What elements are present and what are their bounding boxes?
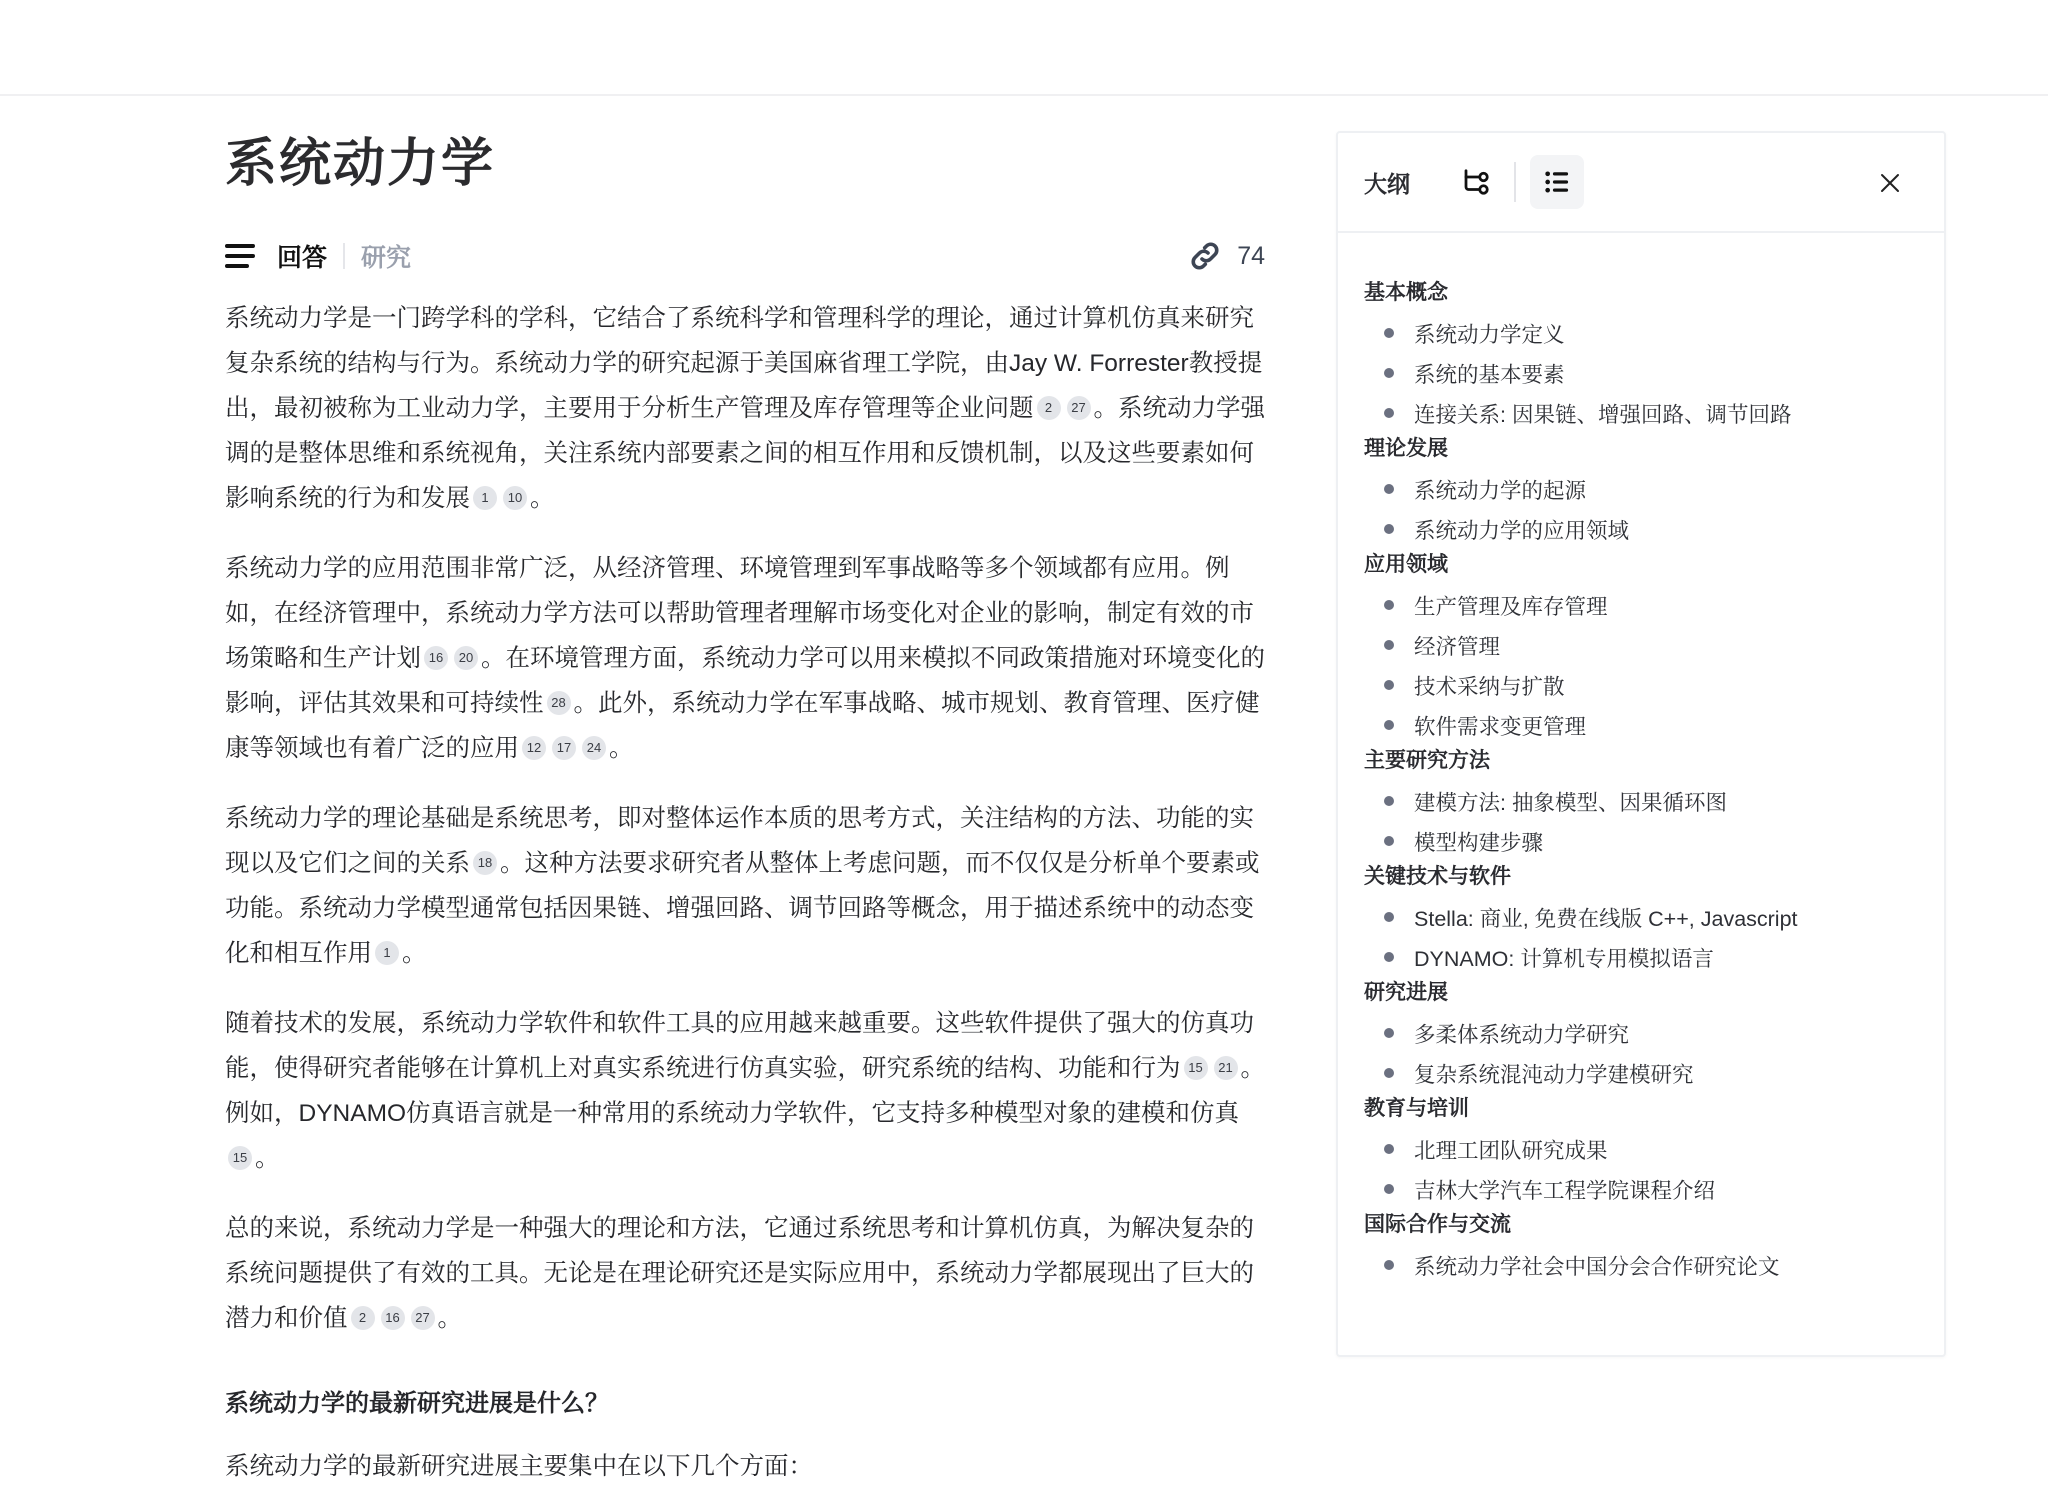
- paragraph-text: 。在环境管理方面，系统动力学可以用来模拟不同政策措施对环境变化的影响，评估其效果和可持续性: [225, 645, 1265, 717]
- main-content: [225, 96, 1265, 1489]
- citation-badge[interactable]: 1: [375, 941, 399, 965]
- citation-badge[interactable]: 15: [228, 1146, 252, 1170]
- paragraph-text: 。: [609, 735, 634, 762]
- followup-question[interactable]: 系统动力学的最新研究进展是什么？: [225, 1390, 609, 1417]
- citation-badge[interactable]: 15: [1184, 1056, 1208, 1080]
- mindmap-icon: [1461, 167, 1491, 197]
- bullet-dot-icon: [1384, 328, 1394, 338]
- top-bar: [0, 0, 2048, 96]
- outline-item-label: 北理工团队研究成果: [1414, 1138, 1608, 1163]
- reference-count: 74: [1237, 241, 1265, 270]
- bullet-dot-icon: [1384, 600, 1394, 610]
- text-lines-icon: [225, 244, 255, 268]
- paragraph-text: 系统动力学的应用范围非常广泛，从经济管理、环境管理到军事战略等多个领域都有应用。例如，在经济管理中，系统动力学方法可以帮助管理者理解市场变化对企业的影响，制定有效的市场策略和生产计划: [225, 555, 1254, 672]
- outline-item-label: 模型构建步骤: [1414, 830, 1544, 855]
- outline-item-label: 建模方法: 抽象模型、因果循环图: [1414, 790, 1727, 815]
- answer-paragraph: [225, 1206, 1265, 1341]
- outline-item[interactable]: [1364, 625, 1918, 665]
- citation-badge[interactable]: 20: [454, 646, 478, 670]
- outline-item[interactable]: [1364, 937, 1918, 977]
- citation-badge[interactable]: 10: [503, 486, 527, 510]
- citation-badge[interactable]: 2: [351, 1306, 375, 1330]
- references-button[interactable]: [1187, 234, 1265, 278]
- bullet-dot-icon: [1384, 1068, 1394, 1078]
- page-title: 系统动力学: [225, 135, 496, 193]
- outline-item[interactable]: [1364, 313, 1918, 353]
- paragraph-text: 。: [437, 1305, 462, 1332]
- paragraph-text: 。例如，DYNAMO仿真语言就是一种常用的系统动力学软件，它支持多种模型对象的建模和仿真: [225, 1055, 1265, 1127]
- tab-answer[interactable]: 回答: [277, 244, 328, 272]
- outline-list: [1338, 233, 1944, 1285]
- outline-item[interactable]: [1364, 1169, 1918, 1209]
- answer-paragraph: [225, 296, 1265, 521]
- outline-item[interactable]: [1364, 1053, 1918, 1093]
- outline-item-label: 系统动力学的应用领域: [1414, 518, 1630, 543]
- bullet-dot-icon: [1384, 408, 1394, 418]
- answer-paragraph: [225, 1001, 1265, 1181]
- citation-badge[interactable]: 2: [1037, 396, 1061, 420]
- list-view-button[interactable]: [1530, 155, 1584, 209]
- outline-item-label: 吉林大学汽车工程学院课程介绍: [1414, 1178, 1716, 1203]
- paragraph-text: 。: [530, 485, 555, 512]
- outline-section-title[interactable]: 关键技术与软件: [1364, 865, 1511, 888]
- outline-item-label: 多柔体系统动力学研究: [1414, 1022, 1630, 1047]
- citation-badge[interactable]: 18: [473, 851, 497, 875]
- citation-badge[interactable]: 16: [424, 646, 448, 670]
- outline-item-label: 系统动力学的起源: [1414, 478, 1587, 503]
- bullet-dot-icon: [1384, 484, 1394, 494]
- bullet-dot-icon: [1384, 368, 1394, 378]
- answer-paragraph: [225, 546, 1265, 771]
- header-divider: [1514, 162, 1516, 202]
- citation-badge[interactable]: 1: [473, 486, 497, 510]
- paragraph-text: 总的来说，系统动力学是一种强大的理论和方法，它通过系统思考和计算机仿真，为解决复杂的系统问题提供了有效的工具。无论是在理论研究还是实际应用中，系统动力学都展现出了巨大的潜力和价值: [225, 1215, 1254, 1332]
- outline-item-label: 复杂系统混沌动力学建模研究: [1414, 1062, 1694, 1087]
- citation-badge[interactable]: 27: [411, 1306, 435, 1330]
- paragraph-text: 。: [402, 940, 427, 967]
- bullet-dot-icon: [1384, 680, 1394, 690]
- outline-item[interactable]: [1364, 781, 1918, 821]
- outline-item-label: 生产管理及库存管理: [1414, 594, 1608, 619]
- outline-item[interactable]: [1364, 585, 1918, 625]
- bullet-dot-icon: [1384, 1184, 1394, 1194]
- citation-badge[interactable]: 27: [1067, 396, 1091, 420]
- bullet-list-icon: [1543, 168, 1571, 196]
- bullet-dot-icon: [1384, 720, 1394, 730]
- outline-section-title[interactable]: 教育与培训: [1364, 1097, 1469, 1120]
- outline-item-label: 软件需求变更管理: [1414, 714, 1587, 739]
- paragraph-text: 。这种方法要求研究者从整体上考虑问题，而不仅仅是分析单个要素或功能。系统动力学模型通常包括因果链、增强回路、调节回路等概念，用于描述系统中的动态变化和相互作用: [225, 850, 1260, 967]
- bullet-dot-icon: [1384, 640, 1394, 650]
- outline-title: 大纲: [1364, 170, 1410, 197]
- citation-badge[interactable]: 24: [582, 736, 606, 760]
- outline-item[interactable]: [1364, 509, 1918, 549]
- outline-section-title[interactable]: 国际合作与交流: [1364, 1213, 1511, 1236]
- close-panel-button[interactable]: [1872, 165, 1908, 201]
- followup-answer: 系统动力学的最新研究进展主要集中在以下几个方面：: [225, 1453, 813, 1480]
- outline-item[interactable]: [1364, 705, 1918, 745]
- bullet-dot-icon: [1384, 524, 1394, 534]
- bullet-dot-icon: [1384, 1260, 1394, 1270]
- outline-item-label: 系统动力学社会中国分会合作研究论文: [1414, 1254, 1780, 1279]
- paragraph-text: 随着技术的发展，系统动力学软件和软件工具的应用越来越重要。这些软件提供了强大的仿真功能，使得研究者能够在计算机上对真实系统进行仿真实验，研究系统的结构、功能和行为: [225, 1010, 1254, 1082]
- tab-divider: [343, 243, 345, 269]
- outline-section-title[interactable]: 应用领域: [1364, 553, 1448, 576]
- citation-badge[interactable]: 16: [381, 1306, 405, 1330]
- outline-item[interactable]: [1364, 1245, 1918, 1285]
- bullet-dot-icon: [1384, 1028, 1394, 1038]
- outline-item-label: Stella: 商业, 免费在线版 C++, Javascript: [1414, 906, 1798, 931]
- close-icon: [1878, 171, 1902, 195]
- outline-item-label: 技术采纳与扩散: [1414, 674, 1565, 699]
- answer-header: [225, 234, 1265, 278]
- outline-item[interactable]: [1364, 469, 1918, 509]
- outline-item[interactable]: [1364, 353, 1918, 393]
- paragraph-text: 系统动力学的理论基础是系统思考，即对整体运作本质的思考方式，关注结构的方法、功能的实现以及它们之间的关系: [225, 805, 1254, 877]
- link-icon: [1187, 238, 1223, 274]
- bullet-dot-icon: [1384, 796, 1394, 806]
- outline-section-title[interactable]: 理论发展: [1364, 437, 1448, 460]
- outline-panel-header: [1338, 133, 1944, 233]
- outline-item-label: 经济管理: [1414, 634, 1501, 659]
- outline-item-label: 系统动力学定义: [1414, 322, 1565, 347]
- citation-badge[interactable]: 17: [552, 736, 576, 760]
- paragraph-text: 系统动力学是一门跨学科的学科，它结合了系统科学和管理科学的理论，通过计算机仿真来研究复杂系统的结构与行为。系统动力学的研究起源于美国麻省理工学院，由Jay W. Forrester教授提出，最初被称为工业动力学，主要用于分析生产管理及库存管理等企业问题: [225, 305, 1263, 422]
- citation-badge[interactable]: 12: [522, 736, 546, 760]
- outline-section-title[interactable]: 基本概念: [1364, 281, 1448, 304]
- outline-item-label: DYNAMO: 计算机专用模拟语言: [1414, 946, 1714, 971]
- outline-panel: [1336, 131, 1946, 1357]
- paragraph-text: 。此外，系统动力学在军事战略、城市规划、教育管理、医疗健康等领域也有着广泛的应用: [225, 690, 1260, 762]
- outline-item[interactable]: [1364, 393, 1918, 433]
- bullet-dot-icon: [1384, 836, 1394, 846]
- outline-item-label: 系统的基本要素: [1414, 362, 1565, 387]
- outline-item[interactable]: [1364, 665, 1918, 705]
- citation-badge[interactable]: 28: [547, 691, 571, 715]
- outline-item[interactable]: [1364, 821, 1918, 861]
- answer-body: [225, 296, 1265, 1341]
- outline-item-label: 连接关系: 因果链、增强回路、调节回路: [1414, 402, 1792, 427]
- outline-item[interactable]: [1364, 1129, 1918, 1169]
- outline-item[interactable]: [1364, 897, 1918, 937]
- paragraph-text: 。: [255, 1145, 280, 1172]
- bullet-dot-icon: [1384, 912, 1394, 922]
- tab-research[interactable]: 研究: [361, 244, 412, 272]
- citation-badge[interactable]: 21: [1214, 1056, 1238, 1080]
- mindmap-view-button[interactable]: [1458, 164, 1494, 200]
- outline-section-title[interactable]: 主要研究方法: [1364, 749, 1490, 772]
- outline-section-title[interactable]: 研究进展: [1364, 981, 1448, 1004]
- paragraph-text: 。系统动力学强调的是整体思维和系统视角，关注系统内部要素之间的相互作用和反馈机制，以及这些要素如何影响系统的行为和发展: [225, 395, 1265, 512]
- bullet-dot-icon: [1384, 1144, 1394, 1154]
- answer-paragraph: [225, 796, 1265, 976]
- outline-item[interactable]: [1364, 1013, 1918, 1053]
- bullet-dot-icon: [1384, 952, 1394, 962]
